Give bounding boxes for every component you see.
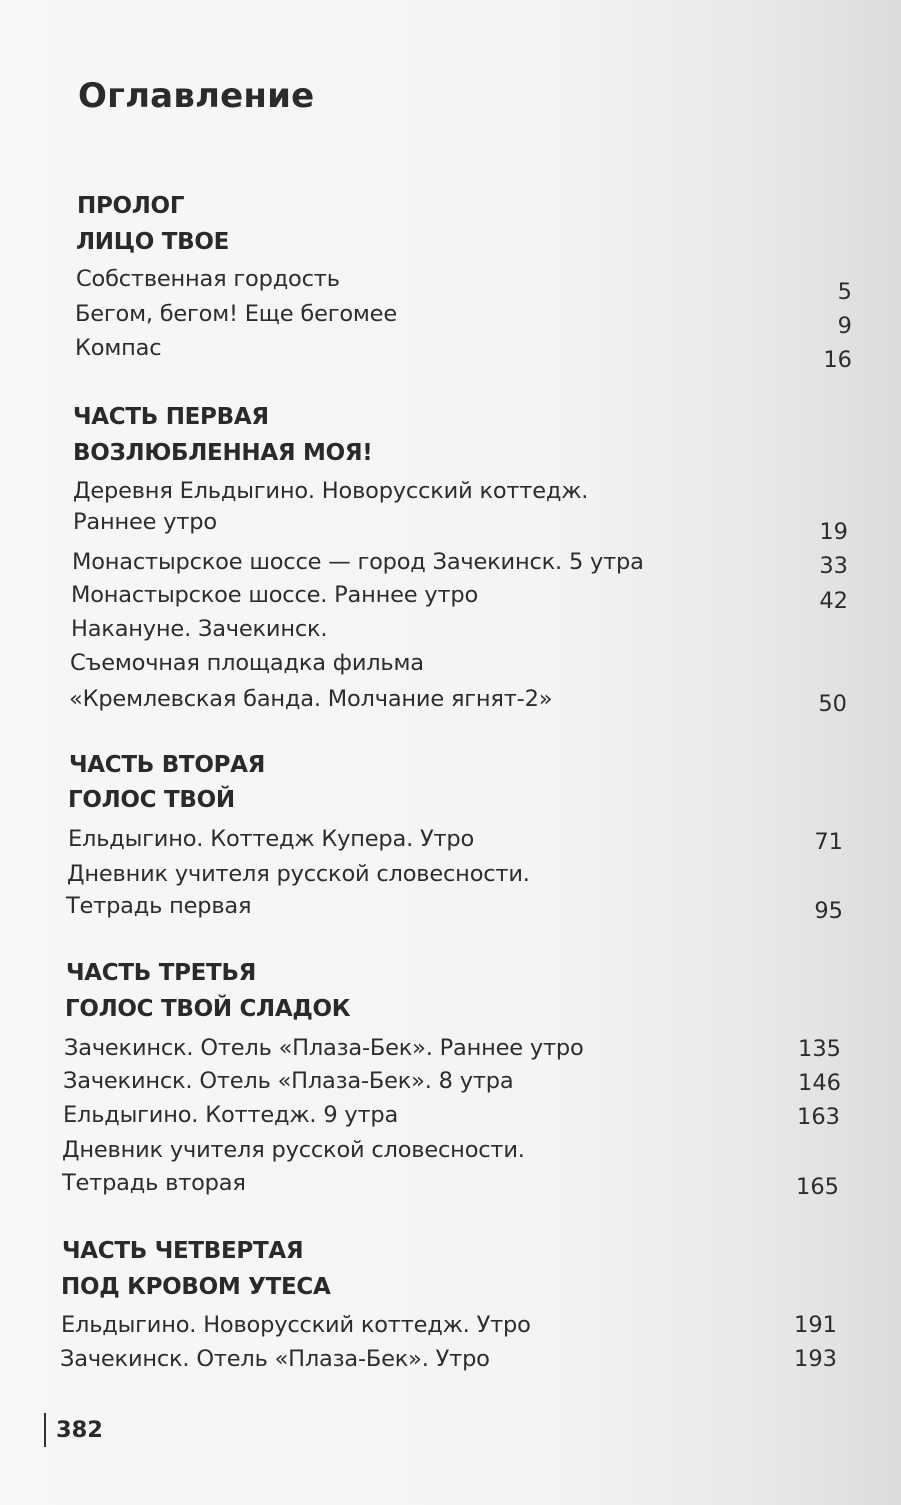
part-label: ЧАСТЬ ЧЕТВЕРТАЯ — [62, 1238, 304, 1264]
page-number: 19 — [819, 519, 848, 545]
toc-entry: Тетрадь вторая — [62, 1170, 246, 1196]
toc-entry: Компас — [75, 335, 162, 361]
part-title: ЛИЦО ТВОЕ — [76, 229, 230, 255]
toc-entry: Зачекинск. Отель «Плаза-Бек». Утро — [60, 1346, 490, 1372]
page-number: 95 — [814, 898, 843, 924]
toc-entry: Тетрадь первая — [66, 893, 252, 919]
page-number: 165 — [796, 1174, 839, 1200]
page-number: 146 — [798, 1070, 841, 1096]
toc-entry: «Кремлевская банда. Молчание ягнят-2» — [69, 686, 553, 712]
toc-entry: Монастырское шоссе — город Зачекинск. 5 утра — [72, 549, 644, 575]
part-title: ГОЛОС ТВОЙ СЛАДОК — [65, 996, 351, 1022]
folio-divider — [44, 1413, 46, 1447]
toc-entry: Зачекинск. Отель «Плаза-Бек». Раннее утро — [64, 1035, 584, 1061]
toc-entry: Деревня Ельдыгино. Новорусский коттедж. — [73, 478, 589, 504]
part-label: ЧАСТЬ ВТОРАЯ — [69, 752, 266, 778]
toc-entry: Ельдыгино. Коттедж. 9 утра — [63, 1102, 399, 1128]
toc-entry: Бегом, бегом! Еще бегомее — [75, 301, 397, 327]
part-title: ПОД КРОВОМ УТЕСА — [61, 1274, 331, 1300]
part-title: ГОЛОС ТВОЙ — [68, 787, 235, 813]
page-number: 9 — [837, 313, 852, 339]
page-number: 42 — [819, 588, 848, 614]
toc-entry: Собственная гордость — [76, 266, 340, 292]
toc-entry: Съемочная площадка фильма — [70, 650, 424, 676]
page-folio: 382 — [56, 1417, 103, 1443]
page-number: 191 — [794, 1312, 837, 1338]
page-number: 5 — [837, 279, 852, 305]
page-number: 50 — [818, 691, 847, 717]
page-number: 33 — [819, 553, 848, 579]
toc-entry: Зачекинск. Отель «Плаза-Бек». 8 утра — [63, 1068, 514, 1094]
part-label: ПРОЛОГ — [77, 193, 185, 219]
part-label: ЧАСТЬ ПЕРВАЯ — [73, 404, 269, 430]
toc-entry: Ельдыгино. Коттедж Купера. Утро — [68, 826, 475, 852]
toc-entry: Ельдыгино. Новорусский коттедж. Утро — [61, 1312, 531, 1338]
page-number: 16 — [823, 347, 852, 373]
toc-entry: Раннее утро — [73, 509, 217, 535]
part-title: ВОЗЛЮБЛЕННАЯ МОЯ! — [73, 440, 373, 466]
toc-entry: Монастырское шоссе. Раннее утро — [71, 582, 479, 608]
page-number: 163 — [797, 1104, 840, 1130]
page-title: Оглавление — [78, 76, 315, 116]
page-number: 135 — [798, 1036, 841, 1062]
page-number: 71 — [814, 829, 843, 855]
page-number: 193 — [794, 1346, 837, 1372]
toc-entry: Дневник учителя русской словесности. — [67, 861, 530, 887]
toc-entry: Дневник учителя русской словесности. — [62, 1137, 525, 1163]
toc-entry: Накануне. Зачекинск. — [71, 616, 328, 642]
part-label: ЧАСТЬ ТРЕТЬЯ — [66, 960, 257, 986]
